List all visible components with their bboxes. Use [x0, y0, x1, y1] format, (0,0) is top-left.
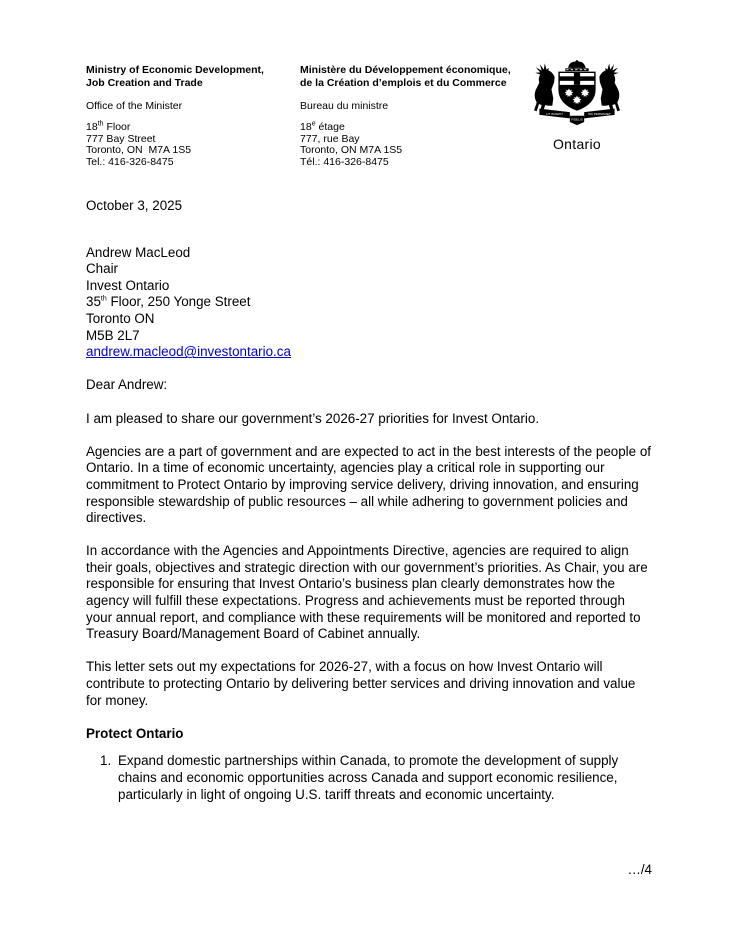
address-tel-en: Tel.: 416-326-8475	[86, 155, 174, 168]
address-street-fr: 777, rue Bay	[300, 132, 360, 145]
office-line-en: Office of the Minister	[86, 100, 183, 112]
recipient-street: 35th Floor, 250 Yonge Street	[86, 294, 251, 310]
recipient-organization: Invest Ontario	[86, 277, 170, 293]
motto-center-text: FIDELIS	[571, 117, 583, 122]
letter-paragraph: In accordance with the Agencies and Appointments Directive, agencies are required to align their goals, objectives and strategic direction with our government’s priorities. As Chair, you are responsible for ensuring that Invest Ontario’s business plan clearly demonstrates how the agency will fulfill these expectations. Progress and achievements must be reported through your annual report, and compliance with these requirements will be monitored and reported to Treasury Board/Management Board of Cabinet annually.	[86, 543, 648, 642]
address-fr	[300, 122, 515, 168]
salutation: Dear Andrew:	[86, 377, 168, 393]
motto-left-text: UT INCEPIT	[546, 111, 564, 116]
letter-body	[86, 198, 652, 820]
motto-right-text: SIC PERMANET	[588, 111, 611, 116]
ontario-coat-of-arms-icon	[532, 58, 622, 135]
recipient-city: Toronto ON	[86, 310, 155, 326]
list-item-number: 1.	[100, 753, 112, 769]
ontario-logo	[531, 58, 623, 152]
recipient-email-line	[86, 344, 652, 361]
letter-paragraph: This letter sets out my expectations for 2026-27, with a focus on how Invest Ontario will contribute to protecting Ontario by delivering better services and driving innovation and value for money.	[86, 659, 636, 708]
priorities-list	[86, 753, 652, 803]
letter-paragraph: I am pleased to share our government’s 2026-27 priorities for Invest Ontario.	[86, 410, 540, 426]
list-item-text: Expand domestic partnerships within Canada, to promote the development of supply chains and economic opportunities across Canada and support economic resilience, particularly in light of ongoing U.S. tariff threats and economic uncertainty.	[118, 753, 619, 802]
recipient-title: Chair	[86, 261, 118, 277]
recipient-block	[86, 245, 652, 361]
letterhead-french	[300, 64, 515, 168]
page-continuation-marker: …/4	[627, 862, 652, 877]
ontario-wordmark: Ontario	[552, 136, 601, 152]
letter-paragraph: Agencies are a part of government and are expected to act in the best interests of the people of Ontario. In a time of economic uncertainty, agencies play a critical role in supporting our commitment to Protect Ontario by improving service delivery, driving innovation, and ensuring responsible stewardship of public resources – all while adhering to government policies and directives.	[86, 443, 651, 526]
address-street-en: 777 Bay Street	[86, 132, 156, 145]
letter-date: October 3, 2025	[86, 198, 183, 213]
ministry-name-fr: Ministère du Développement économique, de la Création d’emplois et du Commerce	[300, 64, 511, 89]
address-city-en: Toronto, ON M7A 1S5	[86, 144, 192, 156]
list-item	[86, 753, 652, 803]
section-heading-protect-ontario: Protect Ontario	[86, 725, 184, 741]
recipient-name: Andrew MacLeod	[86, 244, 191, 260]
address-floor-en: 18th Floor	[86, 120, 131, 133]
recipient-postal-code: M5B 2L7	[86, 327, 140, 343]
recipient-email-link[interactable]: andrew.macleod@investontario.ca	[86, 344, 291, 360]
ministry-name-en: Ministry of Economic Development, Job Creation and Trade	[86, 64, 264, 89]
address-city-fr: Toronto, ON M7A 1S5	[300, 144, 403, 156]
address-tel-fr: Tél.: 416-326-8475	[300, 155, 389, 168]
address-floor-fr: 18e étage	[300, 120, 345, 133]
office-line-fr: Bureau du ministre	[300, 100, 389, 112]
letterhead-english	[86, 64, 291, 168]
address-en	[86, 122, 291, 168]
